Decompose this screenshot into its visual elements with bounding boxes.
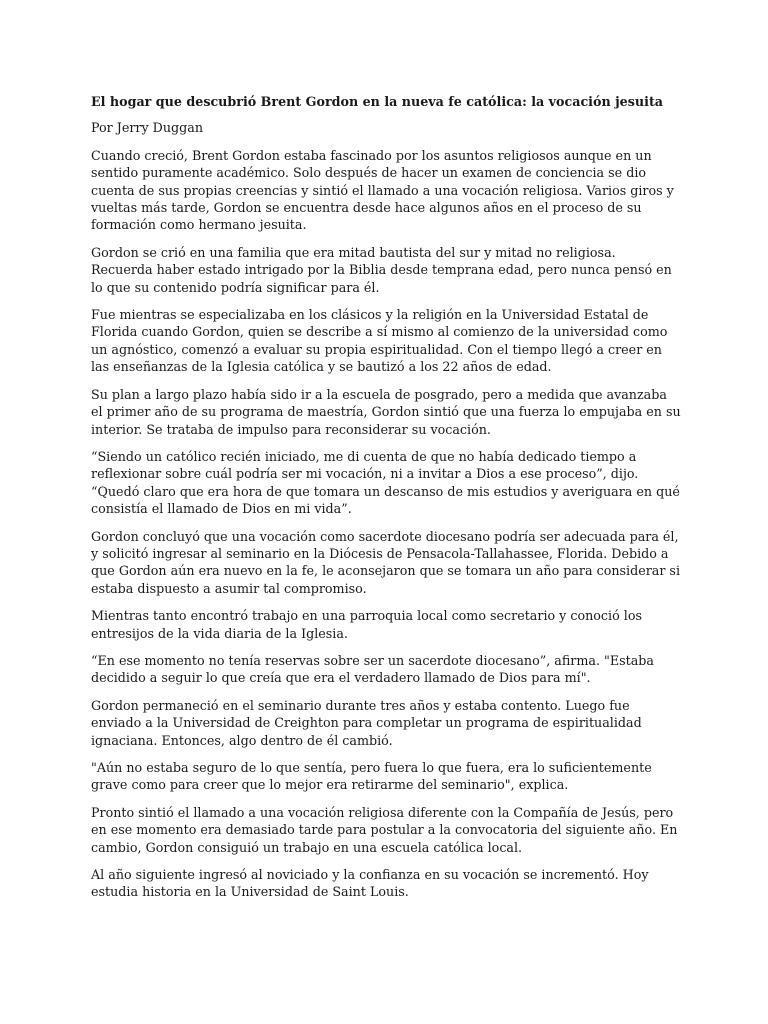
paragraph-3: Fue mientras se especializaba en los clásicos y la religión en la Universidad Estatal de Florida cuando Gordon, quien se describe a sí mismo al comienzo de la universidad como un agnóstico, comenzó a evaluar su propia espiritualidad. Con el tiempo llegó a creer en las enseñanzas de la Iglesia católica y se bautizó a los 22 años de edad. <box>91 307 668 375</box>
article-title: El hogar que descubrió Brent Gordon en la nueva fe católica: la vocación jesuita <box>91 94 664 109</box>
paragraph-6: Gordon concluyó que una vocación como sacerdote diocesano podría ser adecuada para él, y solicitó ingresar al seminario en la Diócesis de Pensacola-Tallahassee, Florida. Debido a que Gordon aún era nuevo en la fe, le aconsejaron que se tomara un año para considerar si estaba dispuesto a asumir tal compromiso. <box>91 528 681 596</box>
paragraph-4: Su plan a largo plazo había sido ir a la escuela de posgrado, pero a medida que avanzaba el primer año de su programa de maestría, Gordon sintió que una fuerza lo empujaba en su interior. Se trataba de impulso para reconsiderar su vocación. <box>91 386 681 437</box>
paragraph-11: Pronto sintió el llamado a una vocación religiosa diferente con la Compañía de Jesús, pero en ese momento era demasiado tarde para postular a la convocatoria del siguiente año. En cambio, Gordon consiguió un trabajo en una escuela católica local. <box>91 804 678 855</box>
article-byline: Por Jerry Duggan <box>91 120 204 136</box>
paragraph-1: Cuando creció, Brent Gordon estaba fascinado por los asuntos religiosos aunque en un sentido puramente académico. Solo después de hacer un examen de conciencia se dio cuenta de sus propias creencias y sintió el llamado a una vocación religiosa. Varios giros y vueltas más tarde, Gordon se encuentra desde hace algunos años en el proceso de su formación como hermano jesuita. <box>91 147 674 233</box>
document-page <box>91 93 681 911</box>
paragraph-12: Al año siguiente ingresó al noviciado y la confianza en su vocación se incrementó. Hoy estudia historia en la Universidad de Saint Louis. <box>91 867 649 900</box>
paragraph-2: Gordon se crió en una familia que era mitad bautista del sur y mitad no religiosa. Recuerda haber estado intrigado por la Biblia desde temprana edad, pero nunca pensó en lo que su contenido podría significar para él. <box>91 244 672 295</box>
paragraph-7: Mientras tanto encontró trabajo en una parroquia local como secretario y conoció los entresijos de la vida diaria de la Iglesia. <box>91 608 642 641</box>
paragraph-5: “Siendo un católico recién iniciado, me di cuenta de que no había dedicado tiempo a reflexionar sobre cuál podría ser mi vocación, ni a invitar a Dios a ese proceso”, dijo. “Quedó claro que era hora de que tomara un descanso de mis estudios y averiguara en qué consistía el llamado de Dios en mi vida”. <box>91 448 680 517</box>
paragraph-10: "Aún no estaba seguro de lo que sentía, pero fuera lo que fuera, era lo suficientemente grave como para creer que lo mejor era retirarme del seminario", explica. <box>91 760 652 793</box>
paragraph-8: “En ese momento no tenía reservas sobre ser un sacerdote diocesano”, afirma. "Estaba decidido a seguir lo que creía que era el verdadero llamado de Dios para mí". <box>91 652 654 686</box>
paragraph-9: Gordon permaneció en el seminario durante tres años y estaba contento. Luego fue enviado a la Universidad de Creighton para completar un programa de espiritualidad ignaciana. Entonces, algo dentro de él cambió. <box>91 697 642 748</box>
